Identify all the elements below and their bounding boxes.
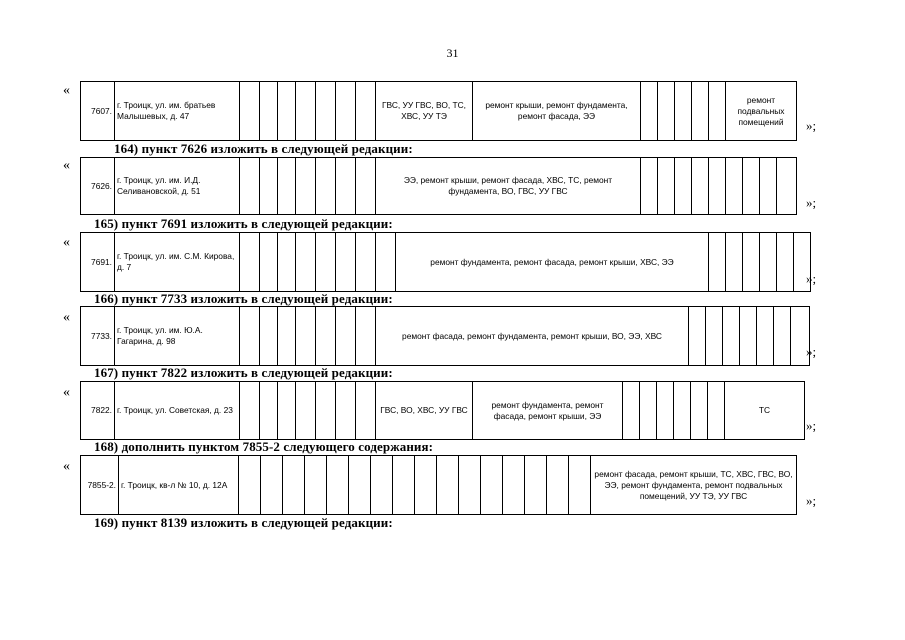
empty-cell — [240, 382, 260, 440]
row-number: 7822. — [81, 382, 115, 440]
empty-cell — [371, 456, 393, 515]
empty-cell — [641, 158, 658, 215]
empty-cell — [240, 82, 260, 141]
row-works: ремонт фундамента, ремонт фасада, ремонт крыши, ЭЭ — [473, 382, 623, 440]
open-quote: « — [63, 310, 70, 325]
empty-cell — [503, 456, 525, 515]
empty-cell — [658, 82, 675, 141]
empty-cell — [641, 82, 658, 141]
empty-cell — [327, 456, 349, 515]
empty-cell — [283, 456, 305, 515]
empty-cell — [356, 158, 376, 215]
empty-cell — [777, 233, 794, 292]
empty-cell — [349, 456, 371, 515]
empty-cell — [437, 456, 459, 515]
row-works: ГВС, ВО, ХВС, УУ ГВС — [376, 382, 473, 440]
empty-cell — [240, 233, 260, 292]
empty-cell — [296, 382, 316, 440]
empty-cell — [760, 158, 777, 215]
empty-cell — [675, 158, 692, 215]
clause-heading-166: 166) пункт 7733 изложить в следующей редакции: — [94, 291, 393, 306]
clause-heading-165: 165) пункт 7691 изложить в следующей редакции: — [94, 216, 393, 231]
empty-cell — [240, 307, 260, 366]
empty-cell — [316, 82, 336, 141]
empty-cell — [757, 307, 774, 366]
empty-cell — [239, 456, 261, 515]
close-quote: »; — [806, 195, 817, 210]
empty-cell — [296, 233, 316, 292]
row-works: ремонт фундамента, ремонт фасада, ремонт крыши, ХВС, ЭЭ — [396, 233, 709, 292]
empty-cell — [726, 158, 743, 215]
clause-heading-168: 168) дополнить пунктом 7855-2 следующего содержания: — [94, 439, 434, 454]
empty-cell — [459, 456, 481, 515]
empty-cell — [356, 382, 376, 440]
empty-cell — [675, 82, 692, 141]
table-row-7607 — [80, 81, 797, 141]
empty-cell — [260, 307, 278, 366]
empty-cell — [760, 233, 777, 292]
empty-cell — [356, 307, 376, 366]
empty-cell — [240, 158, 260, 215]
empty-cell — [481, 456, 503, 515]
row-number: 7691. — [81, 233, 115, 292]
empty-cell — [260, 233, 278, 292]
table-row-7855-2 — [80, 455, 797, 515]
empty-cell — [356, 233, 376, 292]
empty-cell — [709, 82, 726, 141]
table-row-7626 — [80, 157, 797, 215]
close-quote: »; — [806, 493, 817, 508]
empty-cell — [743, 158, 760, 215]
table-row-7822 — [80, 381, 805, 440]
row-number: 7733. — [81, 307, 115, 366]
empty-cell — [726, 233, 743, 292]
row-works: ремонт фасада, ремонт фундамента, ремонт крыши, ВО, ЭЭ, ХВС — [376, 307, 689, 366]
empty-cell — [278, 233, 296, 292]
empty-cell — [260, 158, 278, 215]
open-quote: « — [63, 158, 70, 173]
close-quote: »; — [806, 344, 817, 359]
row-address: г. Троицк, ул. им. братьев Малышевых, д. 47 — [115, 82, 240, 141]
empty-cell — [278, 382, 296, 440]
empty-cell — [336, 307, 356, 366]
empty-cell — [296, 307, 316, 366]
empty-cell — [278, 82, 296, 141]
empty-cell — [393, 456, 415, 515]
row-number: 7855-2. — [81, 456, 119, 515]
empty-cell — [777, 158, 797, 215]
empty-cell — [415, 456, 437, 515]
empty-cell — [336, 233, 356, 292]
open-quote: « — [63, 235, 70, 250]
empty-cell — [336, 158, 356, 215]
empty-cell — [708, 382, 725, 440]
page-number: 31 — [446, 46, 459, 60]
empty-cell — [569, 456, 591, 515]
row-address: г. Троицк, ул. Советская, д. 23 — [115, 382, 240, 440]
empty-cell — [709, 233, 726, 292]
row-works: ГВС, УУ ГВС, ВО, ТС, ХВС, УУ ТЭ — [376, 82, 473, 141]
empty-cell — [525, 456, 547, 515]
empty-cell — [305, 456, 327, 515]
empty-cell — [547, 456, 569, 515]
table-row-7733 — [80, 306, 810, 366]
row-address: г. Троицк, ул. им. С.М. Кирова, д. 7 — [115, 233, 240, 292]
empty-cell — [336, 382, 356, 440]
empty-cell — [316, 158, 336, 215]
empty-cell — [336, 82, 356, 141]
row-number: 7626. — [81, 158, 115, 215]
empty-cell — [709, 158, 726, 215]
open-quote: « — [63, 83, 70, 98]
row-number: 7607. — [81, 82, 115, 141]
empty-cell — [260, 382, 278, 440]
empty-cell — [278, 307, 296, 366]
clause-heading-164: 164) пункт 7626 изложить в следующей редакции: — [114, 141, 413, 156]
open-quote: « — [63, 385, 70, 400]
row-address: г. Троицк, ул. им. Ю.А. Гагарина, д. 98 — [115, 307, 240, 366]
close-quote: »; — [806, 271, 817, 286]
empty-cell — [316, 307, 336, 366]
row-works: ремонт фасада, ремонт крыши, ТС, ХВС, ГВС, ВО, ЭЭ, ремонт фундамента, ремонт подвальных помещений, УУ ТЭ, УУ ГВС — [591, 456, 797, 515]
empty-cell — [316, 233, 336, 292]
empty-cell — [692, 158, 709, 215]
empty-cell — [296, 82, 316, 141]
empty-cell — [623, 382, 640, 440]
empty-cell — [706, 307, 723, 366]
empty-cell — [774, 307, 791, 366]
empty-cell — [296, 158, 316, 215]
close-quote: »; — [806, 118, 817, 133]
empty-cell — [658, 158, 675, 215]
empty-cell — [723, 307, 740, 366]
empty-cell — [692, 82, 709, 141]
empty-cell — [356, 82, 376, 141]
row-works: ремонт подвальных помещений — [726, 82, 797, 141]
empty-cell — [689, 307, 706, 366]
close-quote: »; — [806, 418, 817, 433]
row-address: г. Троицк, кв-л № 10, д. 12А — [119, 456, 239, 515]
empty-cell — [657, 382, 674, 440]
empty-cell — [260, 82, 278, 141]
clause-heading-169: 169) пункт 8139 изложить в следующей редакции: — [94, 515, 393, 530]
empty-cell — [691, 382, 708, 440]
empty-cell — [640, 382, 657, 440]
empty-cell — [740, 307, 757, 366]
empty-cell — [316, 382, 336, 440]
empty-cell — [376, 233, 396, 292]
row-works: ТС — [725, 382, 805, 440]
row-address: г. Троицк, ул. им. И.Д. Селивановской, д. 51 — [115, 158, 240, 215]
empty-cell — [261, 456, 283, 515]
empty-cell — [743, 233, 760, 292]
clause-heading-167: 167) пункт 7822 изложить в следующей редакции: — [94, 365, 393, 380]
open-quote: « — [63, 459, 70, 474]
row-works: ремонт крыши, ремонт фундамента, ремонт фасада, ЭЭ — [473, 82, 641, 141]
empty-cell — [674, 382, 691, 440]
row-works: ЭЭ, ремонт крыши, ремонт фасада, ХВС, ТС, ремонт фундамента, ВО, ГВС, УУ ГВС — [376, 158, 641, 215]
empty-cell — [278, 158, 296, 215]
table-row-7691 — [80, 232, 811, 292]
